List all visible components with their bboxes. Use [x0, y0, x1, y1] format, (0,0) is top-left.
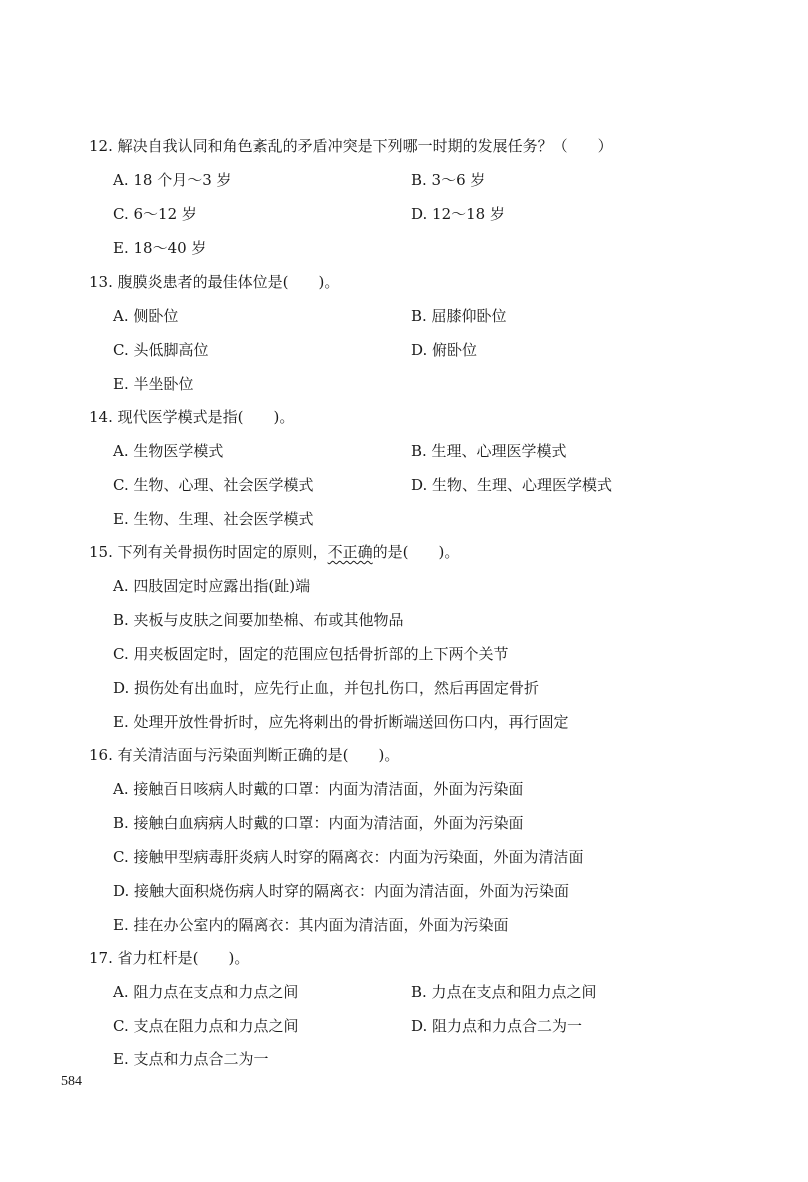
question-15-option-d: D. 损伤处有出血时，应先行止血，并包扎伤口，然后再固定骨折: [113, 679, 540, 697]
question-15-stem-before: 15. 下列有关骨损伤时固定的原则，: [89, 543, 328, 561]
question-16-stem: 16. 有关清洁面与污染面判断正确的是( )。: [89, 746, 400, 764]
question-14-option-c: C. 生物、心理、社会医学模式: [113, 476, 314, 494]
question-13-option-a: A. 侧卧位: [113, 307, 179, 325]
question-16-option-d: D. 接触大面积烧伤病人时穿的隔离衣：内面为清洁面，外面为污染面: [113, 882, 570, 900]
question-15-option-c: C. 用夹板固定时，固定的范围应包括骨折部的上下两个关节: [113, 645, 509, 663]
question-14-option-b: B. 生理、心理医学模式: [411, 442, 567, 460]
question-13-option-c: C. 头低脚高位: [113, 341, 209, 359]
question-15-stem: [89, 541, 459, 562]
question-12-option-a: A. 18 个月～3 岁: [113, 171, 232, 189]
question-14-stem: 14. 现代医学模式是指( )。: [89, 408, 295, 426]
question-13-option-d: D. 俯卧位: [411, 341, 478, 359]
question-12-stem: 12. 解决自我认同和角色紊乱的矛盾冲突是下列哪一时期的发展任务？（ ）: [89, 137, 613, 155]
question-12-option-c: C. 6～12 岁: [113, 205, 197, 223]
question-13-stem: 13. 腹膜炎患者的最佳体位是( )。: [89, 273, 340, 291]
question-15-option-a: A. 四肢固定时应露出指(趾)端: [113, 577, 311, 595]
question-17-option-d: D. 阻力点和力点合二为一: [411, 1017, 583, 1035]
question-16-option-b: B. 接触白血病病人时戴的口罩：内面为清洁面，外面为污染面: [113, 814, 524, 832]
question-12-option-e: E. 18～40 岁: [113, 239, 207, 257]
question-12-option-d: D. 12～18 岁: [411, 205, 505, 223]
question-15-option-b: B. 夹板与皮肤之间要加垫棉、布或其他物品: [113, 611, 404, 629]
question-14-option-e: E. 生物、生理、社会医学模式: [113, 510, 314, 528]
page-number: 584: [61, 1074, 82, 1089]
question-17-option-a: A. 阻力点在支点和力点之间: [113, 983, 299, 1001]
question-14-option-a: A. 生物医学模式: [113, 442, 224, 460]
question-17-option-e: E. 支点和力点合二为一: [113, 1050, 269, 1068]
question-17-option-b: B. 力点在支点和阻力点之间: [411, 983, 597, 1001]
question-16-option-a: A. 接触百日咳病人时戴的口罩：内面为清洁面，外面为污染面: [113, 780, 524, 798]
question-12-option-b: B. 3～6 岁: [411, 171, 486, 189]
question-13-option-b: B. 屈膝仰卧位: [411, 307, 507, 325]
question-17-stem: 17. 省力杠杆是( )。: [89, 949, 250, 967]
question-15-stem-after: 的是( )。: [372, 543, 460, 561]
question-15-option-e: E. 处理开放性骨折时，应先将刺出的骨折断端送回伤口内，再行固定: [113, 713, 569, 731]
question-14-option-d: D. 生物、生理、心理医学模式: [411, 476, 613, 494]
question-16-option-c: C. 接触甲型病毒肝炎病人时穿的隔离衣：内面为污染面，外面为清洁面: [113, 848, 584, 866]
question-16-option-e: E. 挂在办公室内的隔离衣：其内面为清洁面，外面为污染面: [113, 916, 509, 934]
question-17-option-c: C. 支点在阻力点和力点之间: [113, 1017, 299, 1035]
question-13-option-e: E. 半坐卧位: [113, 375, 194, 393]
question-15-emphasis: 不正确: [327, 543, 373, 561]
